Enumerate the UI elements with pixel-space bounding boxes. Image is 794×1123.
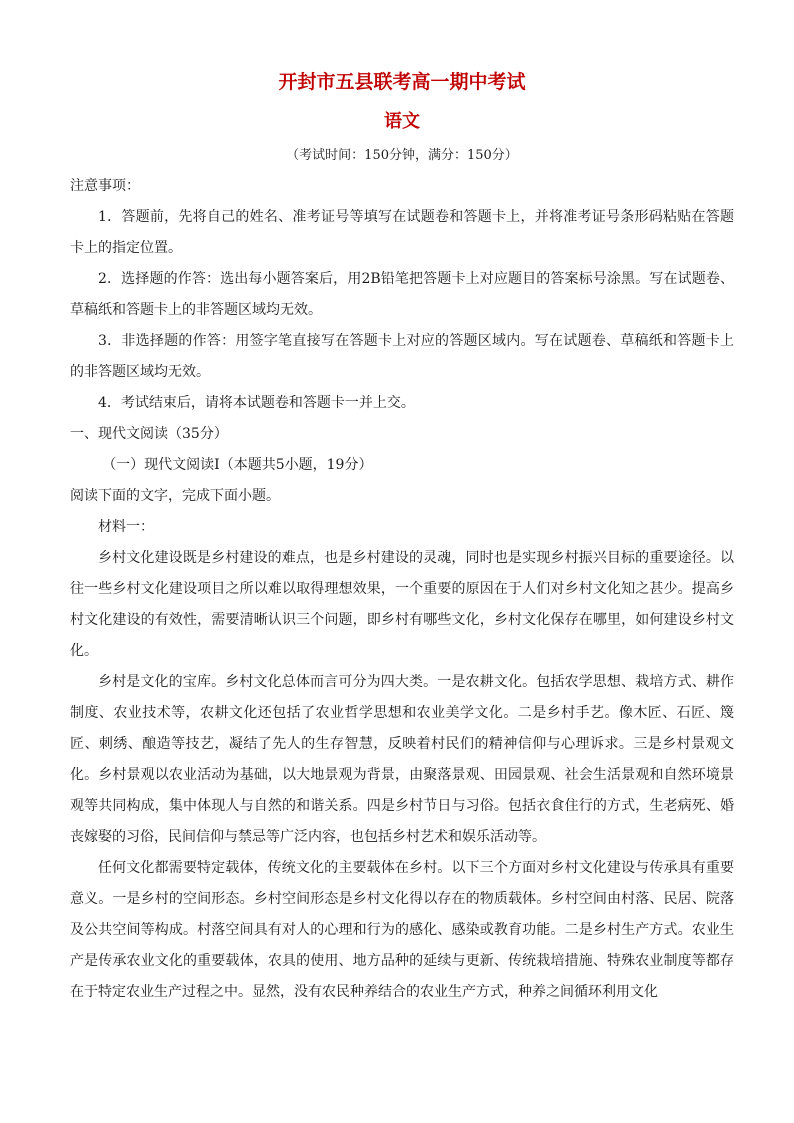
- notice-item: 3．非选择题的作答：用签字笔直接写在答题卡上对应的答题区域内。写在试题卷、草稿纸和答题卡上的非答题区域均无效。: [70, 333, 734, 380]
- section-subheading: （一）现代文阅读Ⅰ（本题共5小题，19分）: [102, 457, 373, 473]
- notice-title: 注意事项：: [70, 178, 140, 194]
- material-paragraph: 乡村文化建设既是乡村建设的难点，也是乡村建设的灵魂，同时也是实现乡村振兴目标的重要途径。以往一些乡村文化建设项目之所以难以取得理想效果，一个重要的原因在于人们对乡村文化知之甚少。提高乡村文化建设的有效性，需要清晰认识三个问题，即乡村有哪些文化，乡村文化保存在哪里，如何建设乡村文化。: [70, 550, 734, 659]
- material-paragraph: 任何文化都需要特定载体，传统文化的主要载体在乡村。以下三个方面对乡村文化建设与传承具有重要意义。一是乡村的空间形态。乡村空间形态是乡村文化得以存在的物质载体。乡村空间由村落、民居、院落及公共空间等构成。村落空间具有对人的心理和行为的感化、感染或教育功能。二是乡村生产方式。农业生产是传承农业文化的重要载体，农具的使用、地方品种的延续与更新、传统栽培措施、特殊农业制度等都存在于特定农业生产过程之中。显然，没有农民种养结合的农业生产方式，种养之间循环利用文化: [70, 860, 734, 1000]
- notice-item: 4．考试结束后，请将本试题卷和答题卡一并上交。: [98, 395, 415, 411]
- exam-info: （考试时间：150分钟，满分：150分）: [286, 148, 518, 163]
- reading-instruction: 阅读下面的文字，完成下面小题。: [70, 488, 280, 504]
- subject-title: 语文: [384, 111, 420, 132]
- section-heading: 一、现代文阅读（35分）: [70, 426, 228, 442]
- notice-item: 1．答题前，先将自己的姓名、准考证号等填写在试题卷和答题卡上，并将准考证号条形码粘贴在答题卡上的指定位置。: [70, 209, 734, 256]
- exam-page: [70, 62, 734, 1008]
- material-paragraph: 乡村是文化的宝库。乡村文化总体而言可分为四大类。一是农耕文化。包括农学思想、栽培方式、耕作制度、农业技术等，农耕文化还包括了农业哲学思想和农业美学文化。二是乡村手艺。像木匠、石匠、篾匠、刺绣、酿造等技艺，凝结了先人的生存智慧，反映着村民们的精神信仰与心理诉求。三是乡村景观文化。乡村景观以农业活动为基础，以大地景观为背景，由聚落景观、田园景观、社会生活景观和自然环境景观等共同构成，集中体现人与自然的和谐关系。四是乡村节日与习俗。包括衣食住行的方式，生老病死、婚丧嫁娶的习俗，民间信仰与禁忌等广泛内容，也包括乡村艺术和娱乐活动等。: [70, 674, 734, 845]
- notice-item: 2．选择题的作答：选出每小题答案后，用2B铅笔把答题卡上对应题目的答案标号涂黑。写在试题卷、草稿纸和答题卡上的非答题区域均无效。: [70, 271, 734, 318]
- exam-title: 开封市五县联考高一期中考试: [278, 71, 526, 93]
- material-label: 材料一：: [98, 519, 154, 535]
